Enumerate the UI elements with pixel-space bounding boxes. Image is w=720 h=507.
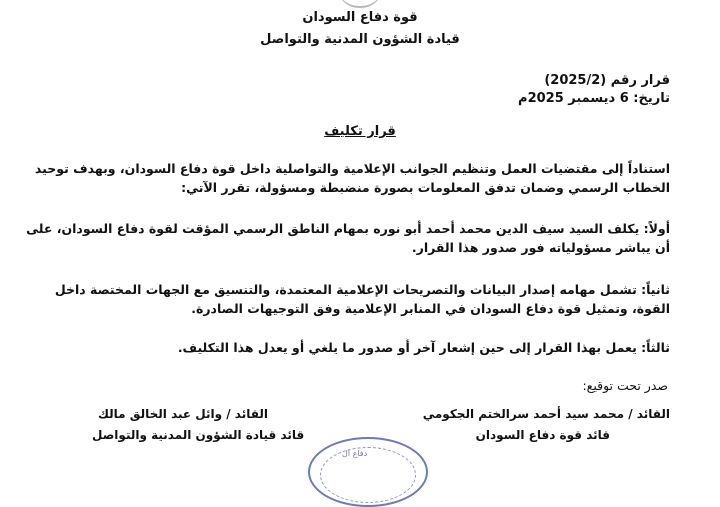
- article-1-line-2: أن يباشر مسؤولياته فور صدور هذا القرار.: [411, 240, 670, 255]
- signatory-left-name: القائد / وائل عبد الخالق مالك: [98, 407, 268, 421]
- stamp-text: دفاع ال: [342, 449, 368, 458]
- document-title: قرار تكليف: [324, 124, 396, 139]
- article-2-line-1: ثانياً: تشمل مهامه إصدار البيانات والتصريحات الإعلامية المعتمدة، والتنسيق مع الجهات المختصة داخل: [54, 282, 670, 297]
- article-1-line-1: أولاً: يكلف السيد سيف الدين محمد أحمد أبو نوره بمهام الناطق الرسمي المؤقت لقوة دفاع السودان، على: [26, 221, 670, 236]
- org-name: قوة دفاع السودان: [302, 10, 418, 25]
- signatory-left-title: قائد قيادة الشؤون المدنية والتواصل: [92, 428, 305, 442]
- official-stamp: [308, 437, 428, 507]
- decision-number: قرار رقم (2025/2): [544, 73, 670, 88]
- org-department: قيادة الشؤون المدنية والتواصل: [260, 32, 460, 47]
- signatory-right-title: قائد قوة دفاع السودان: [475, 428, 610, 442]
- emblem-seal-top: [337, 0, 383, 8]
- preamble-line-2: الخطاب الرسمي وضمان تدفق المعلومات بصورة منضبطة ومسؤولة، تقرر الآتي:: [181, 180, 670, 195]
- stamp-inner-ring: [320, 447, 416, 503]
- preamble-line-1: استناداً إلى مقتضيات العمل وتنظيم الجوانب الإعلامية والتواصلية داخل قوة دفاع السودان، وبهدف توحيد: [34, 161, 670, 176]
- issued-label: صدر تحت توقيع:: [582, 378, 668, 393]
- article-3: ثالثاً: يعمل بهذا القرار إلى حين إشعار آخر أو صدور ما يلغي أو يعدل هذا التكليف.: [177, 340, 670, 355]
- signatory-right-name: القائد / محمد سيد أحمد سرالختم الجكومي: [422, 407, 670, 421]
- article-2-line-2: القوة، وتمثيل قوة دفاع السودان في المنابر الإعلامية وفق التوجيهات الصادرة.: [191, 301, 670, 316]
- decision-date: تاريخ: 6 ديسمبر 2025م: [518, 91, 670, 106]
